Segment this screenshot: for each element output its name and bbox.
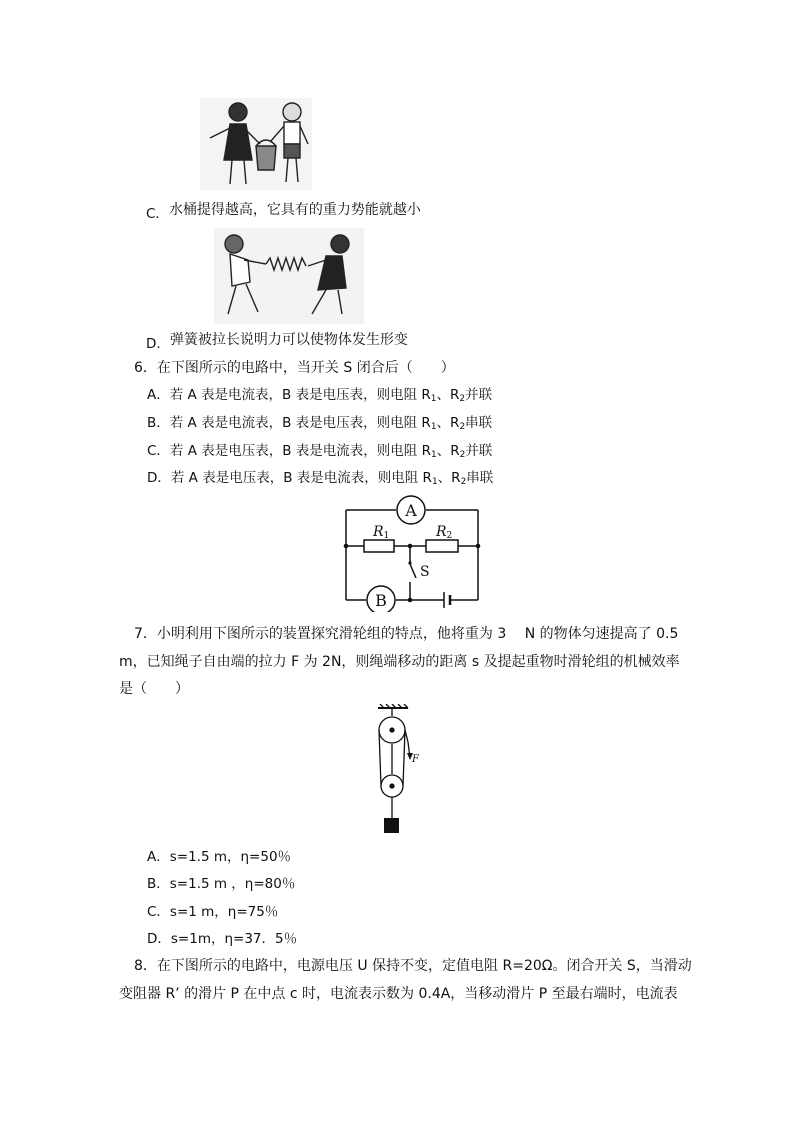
q6-option-d — [147, 468, 493, 492]
r2-letter: R — [436, 524, 447, 540]
meter-a — [397, 496, 425, 524]
q7-option-b: B．s=1.5 m ，η=80％ — [147, 876, 296, 892]
q7-option-a: A．s=1.5 m，η=50％ — [147, 849, 292, 865]
subscript: 2 — [460, 477, 467, 487]
option-letter: C． — [146, 206, 169, 222]
r1-letter: R — [373, 524, 384, 540]
subscript: 2 — [459, 394, 466, 404]
subscript: 2 — [459, 422, 466, 432]
q6-circuit-diagram — [340, 494, 486, 612]
option-text: 弹簧被拉长说明力可以使物体发生形变 — [169, 332, 408, 348]
subscript: 1 — [430, 422, 437, 432]
option-text: C．若 A 表是电压表，B 表是电流表，则电阻 R — [147, 443, 431, 459]
r1-subscript: 1 — [383, 531, 390, 541]
option-text: D．若 A 表是电压表，B 表是电流表，则电阻 R — [147, 470, 432, 486]
q6-stem: 6．在下图所示的电路中，当开关 S 闭合后（ ） — [134, 360, 455, 376]
subscript: 2 — [459, 450, 466, 460]
option-text: A．若 A 表是电流表，B 表是电压表，则电阻 R — [147, 387, 431, 403]
resistor-r2-label — [435, 524, 452, 541]
force-label: F — [412, 754, 419, 765]
option-text: 、R — [436, 415, 460, 431]
option-letter: D． — [146, 336, 170, 352]
q7-pulley-diagram — [368, 704, 424, 840]
q7-stem-line2: m，已知绳子自由端的拉力 F 为 2N，则绳端移动的距离 s 及提起重物时滑轮组的机械效率 — [119, 654, 680, 670]
q6-option-a — [147, 385, 492, 409]
q7-option-d: D．s=1m，η=37．5％ — [147, 931, 298, 947]
meter-a-label: A — [405, 501, 417, 520]
q8-stem-line2: 变阻器 R’ 的滑片 P 在中点 c 时，电流表示数为 0.4A，当移动滑片 P 至最右端时，电流表 — [119, 986, 678, 1002]
r2-subscript: 2 — [446, 531, 453, 541]
option-text: 串联 — [466, 470, 494, 486]
option-text: 并联 — [465, 443, 493, 459]
q5-option-d — [146, 330, 408, 350]
bucket-carry-illustration — [200, 98, 312, 190]
resistor-r1-label — [372, 524, 389, 541]
q7-stem-line1: 7．小明利用下图所示的装置探究滑轮组的特点，他将重为 3 N 的物体匀速提高了 0.5 — [134, 626, 679, 642]
q7-option-c: C．s=1 m，η=75％ — [147, 904, 279, 920]
switch-label: S — [420, 564, 430, 580]
spring-stretch-illustration — [214, 228, 364, 324]
subscript: 1 — [430, 450, 437, 460]
q7-stem-line3: 是（ ） — [119, 681, 189, 697]
option-text: 并联 — [465, 387, 493, 403]
subscript: 1 — [431, 477, 438, 487]
meter-b — [367, 586, 395, 612]
option-text: B．若 A 表是电流表，B 表是电压表，则电阻 R — [147, 415, 431, 431]
q6-option-b — [147, 413, 492, 437]
meter-b-label: B — [375, 591, 387, 610]
subscript: 1 — [430, 394, 437, 404]
option-text: 水桶提得越高，它具有的重力势能就越小 — [168, 202, 421, 218]
option-text: 、R — [436, 387, 460, 403]
option-text: 串联 — [465, 415, 493, 431]
q6-option-c — [147, 441, 492, 465]
option-text: 、R — [436, 443, 460, 459]
q5-option-c — [146, 200, 421, 220]
q8-stem-line1: 8．在下图所示的电路中，电源电压 U 保持不变，定值电阻 R=20Ω。闭合开关 S，当滑动 — [134, 958, 692, 974]
option-text: 、R — [437, 470, 461, 486]
